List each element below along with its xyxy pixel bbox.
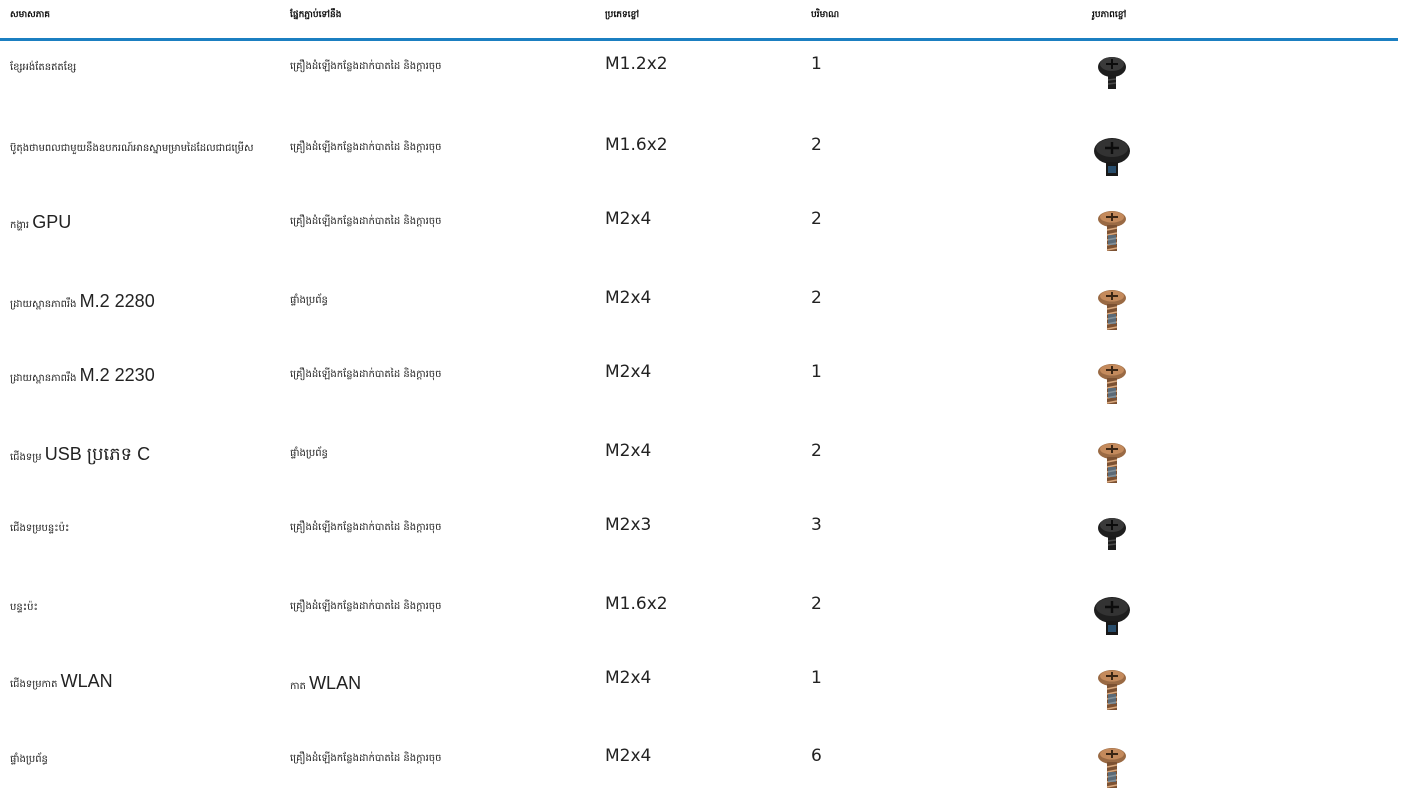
table-row (0, 122, 1398, 196)
screw-type-cell: M2x4 (605, 746, 652, 766)
quantity-cell: 2 (811, 594, 822, 614)
screw-type-cell: M2x4 (605, 441, 652, 461)
screw-type-cell: M2x4 (605, 668, 652, 688)
secured-to-cell (290, 367, 441, 382)
table-header (0, 0, 1398, 41)
component-cell (10, 671, 285, 695)
header-screw-type: ប្រភេទខ្ចៅ (605, 10, 640, 20)
secured-to-cell (290, 214, 441, 229)
table-row (0, 655, 1398, 733)
secured-to-label: គ្រឿងដំឡើងកន្លែងដាក់បាតដៃ និងក្តារចុច (290, 601, 442, 612)
header-screw-image: រូបភាពខ្ចៅ (1092, 10, 1127, 20)
quantity-cell: 2 (811, 288, 822, 308)
component-cell (10, 597, 285, 618)
component-cell (10, 365, 285, 389)
secured-to-label: គ្រឿងដំឡើងកន្លែងដាក់បាតដៃ និងក្តារចុច (290, 61, 442, 72)
screw-type-cell: M2x4 (605, 362, 652, 382)
table-row (0, 502, 1398, 581)
table-row (0, 41, 1398, 122)
secured-to-cell (290, 673, 361, 694)
table-row (0, 428, 1398, 502)
component-label: ជើងទម្រ (10, 452, 42, 463)
screw-image (1092, 208, 1132, 258)
quantity-cell: 6 (811, 746, 822, 766)
screw-type-cell: M2x4 (605, 209, 652, 229)
quantity-cell: 2 (811, 135, 822, 155)
secured-to-label: គ្រឿងដំឡើងកន្លែងដាក់បាតដៃ និងក្តារចុច (290, 369, 442, 380)
secured-to-label: គ្រឿងដំឡើងកន្លែងដាក់បាតដៃ និងក្តារចុច (290, 753, 442, 764)
component-label: ផ្ទាំងប្រព័ន្ធ (10, 754, 48, 765)
component-label: ដ្រាយស្ពានភាពរឹង (10, 373, 77, 384)
screw-image (1092, 134, 1132, 184)
screw-image (1092, 440, 1132, 490)
component-model: USB ប្រភេទ C (44, 444, 151, 464)
secured-to-cell (290, 520, 441, 535)
component-label: កង្ហារ (10, 220, 30, 231)
screw-type-cell: M1.6x2 (605, 594, 668, 614)
table-row (0, 581, 1398, 655)
table-row (0, 196, 1398, 275)
screw-type-cell: M1.6x2 (605, 135, 668, 155)
component-cell (10, 291, 285, 315)
screw-image (1092, 593, 1132, 643)
screw-image (1092, 287, 1132, 337)
component-cell (10, 212, 285, 236)
component-cell (10, 444, 285, 468)
secured-to-label: គ្រឿងដំឡើងកន្លែងដាក់បាតដៃ និងក្តារចុច (290, 522, 442, 533)
secured-to-label: ផ្ទាំងប្រព័ន្ធ (290, 448, 328, 459)
secured-to-cell (290, 59, 441, 74)
component-label: បន្ទះប៉ះ (10, 602, 38, 613)
table-row (0, 349, 1398, 428)
screw-image (1092, 514, 1132, 564)
component-model: M.2 2230 (79, 365, 155, 385)
component-model: M.2 2280 (79, 291, 155, 311)
quantity-cell: 1 (811, 668, 822, 688)
secured-to-model: WLAN (309, 673, 362, 693)
screw-image (1092, 53, 1132, 103)
secured-to-label: ផ្ទាំងប្រព័ន្ធ (290, 295, 328, 306)
secured-to-cell (290, 599, 441, 614)
component-label: ប៊ូតុងថាមពលជាមួយនឹងឧបករណ៍អានស្នាមម្រាមដៃដែលជាជម្រើស (10, 143, 254, 154)
secured-to-label: គ្រឿងដំឡើងកន្លែងដាក់បាតដៃ និងក្តារចុច (290, 216, 442, 227)
header-quantity: បរិមាណ (811, 10, 840, 20)
component-cell (10, 138, 285, 159)
secured-to-cell (290, 446, 328, 461)
screw-type-cell: M1.2x2 (605, 54, 668, 74)
screw-image (1092, 361, 1132, 411)
component-label: ជើងទម្របន្ទះប៉ះ (10, 523, 70, 534)
secured-to-cell (290, 751, 441, 766)
table-row (0, 275, 1398, 349)
screw-type-cell: M2x4 (605, 288, 652, 308)
component-cell (10, 518, 285, 539)
secured-to-cell (290, 293, 328, 308)
component-model: WLAN (60, 671, 113, 691)
quantity-cell: 1 (811, 362, 822, 382)
component-label: ដ្រាយស្ពានភាពរឹង (10, 299, 77, 310)
component-cell (10, 749, 285, 770)
quantity-cell: 2 (811, 209, 822, 229)
secured-to-label: កាត (290, 681, 306, 692)
secured-to-label: គ្រឿងដំឡើងកន្លែងដាក់បាតដៃ និងក្តារចុច (290, 142, 442, 153)
screw-image (1092, 745, 1132, 795)
component-label: ខ្សែអង់តែនឥតខ្សែ (10, 62, 77, 73)
component-cell (10, 57, 285, 78)
quantity-cell: 2 (811, 441, 822, 461)
secured-to-cell (290, 140, 441, 155)
screw-image (1092, 667, 1132, 717)
screw-type-cell: M2x3 (605, 515, 652, 535)
header-component: សមាសភាគ (10, 10, 50, 20)
table-row (0, 733, 1398, 786)
component-model: GPU (32, 212, 72, 232)
quantity-cell: 3 (811, 515, 822, 535)
header-secured-to: ផ្នែកភ្ជាប់ទៅនឹង (290, 10, 342, 20)
component-label: ជើងទម្រកាត (10, 679, 58, 690)
quantity-cell: 1 (811, 54, 822, 74)
